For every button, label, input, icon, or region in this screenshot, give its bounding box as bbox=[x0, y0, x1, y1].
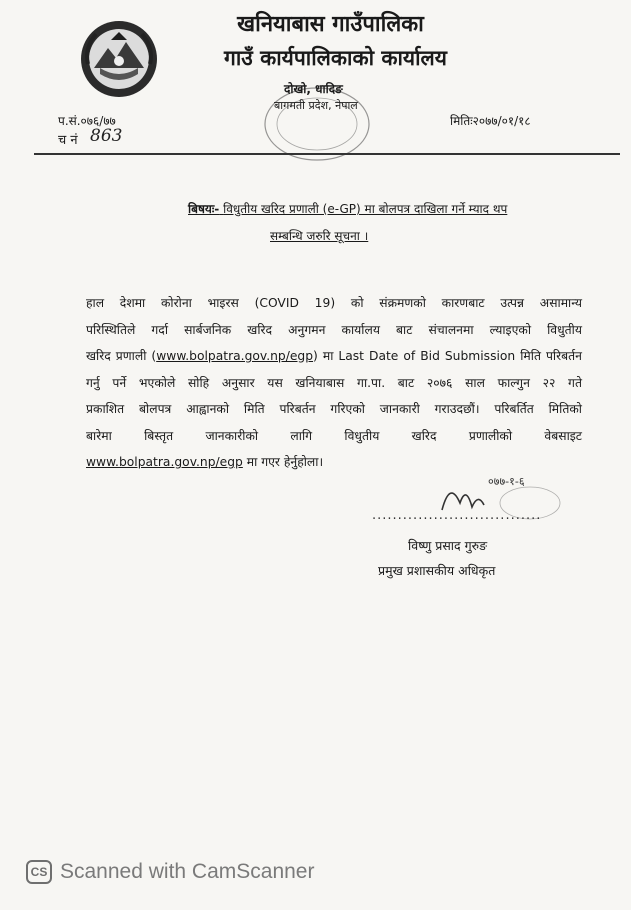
subject-label: बिषयः- bbox=[188, 202, 220, 216]
egp-link[interactable]: www.bolpatra.gov.np/egp bbox=[86, 455, 243, 469]
signature-line: ................................. bbox=[372, 508, 542, 523]
svg-text:०७७-१-६: ०७७-१-६ bbox=[488, 475, 525, 488]
body-line: परिस्थितिले गर्दा सार्बजनिक खरिद अनुगमन कार्यालय बाट संचालनमा ल्याइएको विधुतीय bbox=[86, 322, 582, 337]
body-line: प्रकाशित बोलपत्र आह्वानको मिति परिबर्तन गरिएको जानकारी गराउदछौं। परिबर्तित मितिको bbox=[86, 402, 582, 416]
body-line: खरिद प्रणाली (www.bolpatra.gov.np/egp) मा Last Date of Bid Submission मिति परिबर्तन bbox=[86, 349, 583, 363]
camscanner-watermark: Scanned with CamScanner bbox=[60, 860, 315, 883]
body-line: www.bolpatra.gov.np/egp मा गएर हेर्नुहोला। bbox=[86, 455, 324, 469]
notice-body bbox=[86, 290, 582, 476]
header-divider bbox=[34, 153, 620, 155]
address-line2: बागमती प्रदेश, नेपाल bbox=[274, 99, 358, 112]
office-subtitle: गाउँ कार्यपालिकाको कार्यालय bbox=[224, 46, 447, 70]
signatory-name: विष्णु प्रसाद गुरुङ bbox=[408, 538, 488, 553]
chalani-label: च नं bbox=[58, 133, 78, 148]
subject-text: विधुतीय खरिद प्रणाली (e-GP) मा बोलपत्र दाखिला गर्ने म्याद थप bbox=[223, 202, 508, 216]
chalani-number: 863 bbox=[90, 126, 123, 146]
body-line: गर्नु पर्ने भएकोले सोहि अनुसार यस खनियाबास गा.पा. बाट २०७६ साल फाल्गुन २२ गते bbox=[86, 375, 582, 390]
office-title: खनियाबास गाउँपालिका bbox=[237, 12, 424, 37]
egp-link[interactable]: www.bolpatra.gov.np/egp bbox=[156, 349, 314, 363]
body-line: बारेमा बिस्तृत जानकारीको लागि विधुतीय खरिद प्रणालीको वेबसाइट bbox=[86, 428, 582, 443]
subject-line-2: सम्बन्धि जरुरि सूचना । bbox=[270, 229, 369, 243]
body-line: हाल देशमा कोरोना भाइरस (COVID 19) को संक्रमणको कारणबाट उत्पन्न असामान्य bbox=[86, 296, 582, 310]
subject-line bbox=[188, 200, 507, 217]
reference-number: प.सं.०७६/७७ bbox=[58, 114, 116, 128]
camscanner-logo: CS bbox=[26, 860, 52, 884]
address-line1: दोखो, धादिङ bbox=[284, 82, 343, 96]
letter-date: मितिः२०७७/०१/१८ bbox=[450, 114, 531, 128]
signatory-title: प्रमुख प्रशासकीय अधिकृत bbox=[378, 563, 496, 578]
